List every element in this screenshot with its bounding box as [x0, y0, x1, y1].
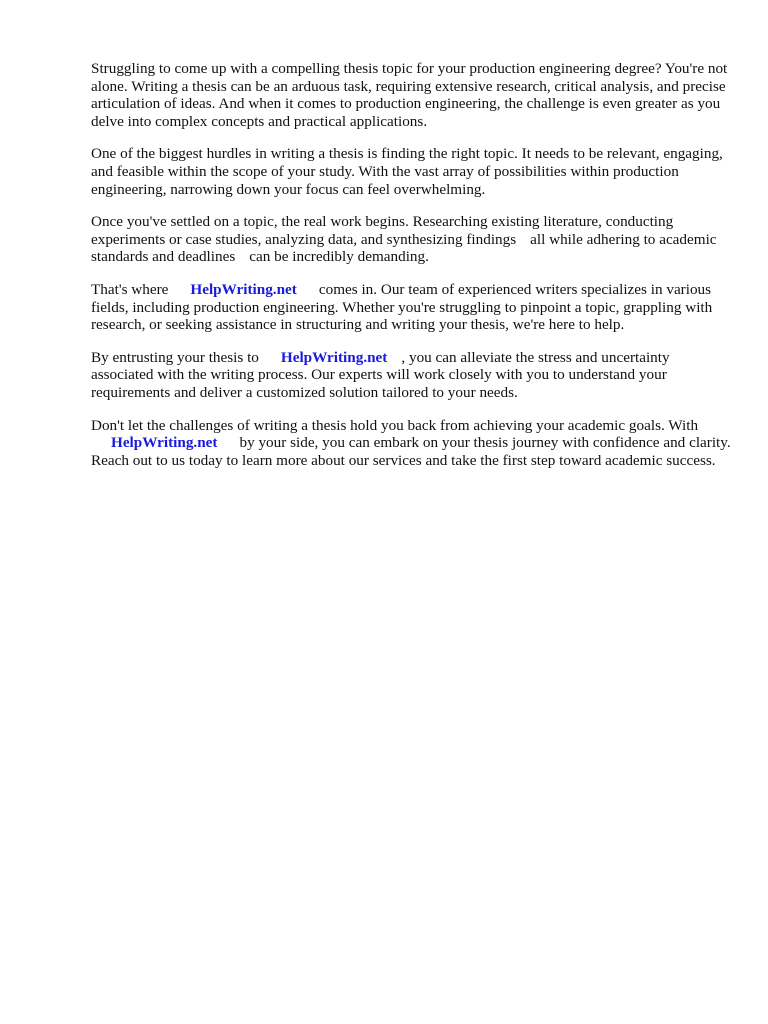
paragraph-thats-where-text-b: comes in. Our team of experienced writers specializes in various fields, including production engineering. Whether you're struggling to pinpoint a topic, grappling with research, or seeking assistance in structuring and writing your thesis, we're here to help. [91, 280, 713, 334]
helpwriting-link-3[interactable]: HelpWriting.net [111, 434, 218, 452]
paragraph-closing [91, 417, 731, 470]
paragraph-intro [91, 60, 731, 130]
paragraph-closing-text-b: by your side, you can embark on your thesis journey with confidence and clarity. Reach out to us today to learn more about our services and take the first step toward academic success. [91, 434, 731, 469]
paragraph-real-work [91, 213, 731, 266]
paragraph-topic-hurdle [91, 145, 731, 198]
helpwriting-link-1[interactable]: HelpWriting.net [190, 280, 297, 298]
paragraph-real-work-text-a: Once you've settled on a topic, the real work begins. Researching existing literature, conducting experiments or case studies, analyzing data, and synthesizing findings [91, 213, 674, 248]
paragraph-entrusting-text-b: , you can alleviate the stress and uncertainty associated with the writing process. Our experts will work closely with you to understand your requirements and deliver a customized solution tailored to your needs. [91, 348, 670, 401]
paragraph-thats-where [91, 281, 731, 334]
paragraph-closing-text-a: Don't let the challenges of writing a thesis hold you back from achieving your academic goals. With [91, 416, 699, 434]
paragraph-thats-where-text-a: That's where [91, 280, 169, 298]
helpwriting-link-2[interactable]: HelpWriting.net [280, 348, 388, 366]
paragraph-real-work-text-c: can be incredibly demanding. [249, 248, 429, 266]
paragraph-entrusting [91, 349, 731, 402]
paragraph-entrusting-text-a: By entrusting your thesis to [91, 348, 259, 366]
paragraph-topic-hurdle-text: One of the biggest hurdles in writing a thesis is finding the right topic. It needs to be relevant, engaging, and feasible within the scope of your study. With the vast array of possibilities within production engineering, narrowing down your focus can feel overwhelming. [91, 145, 723, 198]
paragraph-intro-text: Struggling to come up with a compelling thesis topic for your production engineering degree? You're not alone. Writing a thesis can be an arduous task, requiring extensive research, critical analysis, and precise articulation of ideas. And when it comes to production engineering, the challenge is even greater as you delve into complex concepts and practical applications. [91, 60, 728, 130]
paragraph-real-work-text-b: all while adhering to academic standards and deadlines [91, 230, 717, 266]
document-body [91, 60, 731, 484]
